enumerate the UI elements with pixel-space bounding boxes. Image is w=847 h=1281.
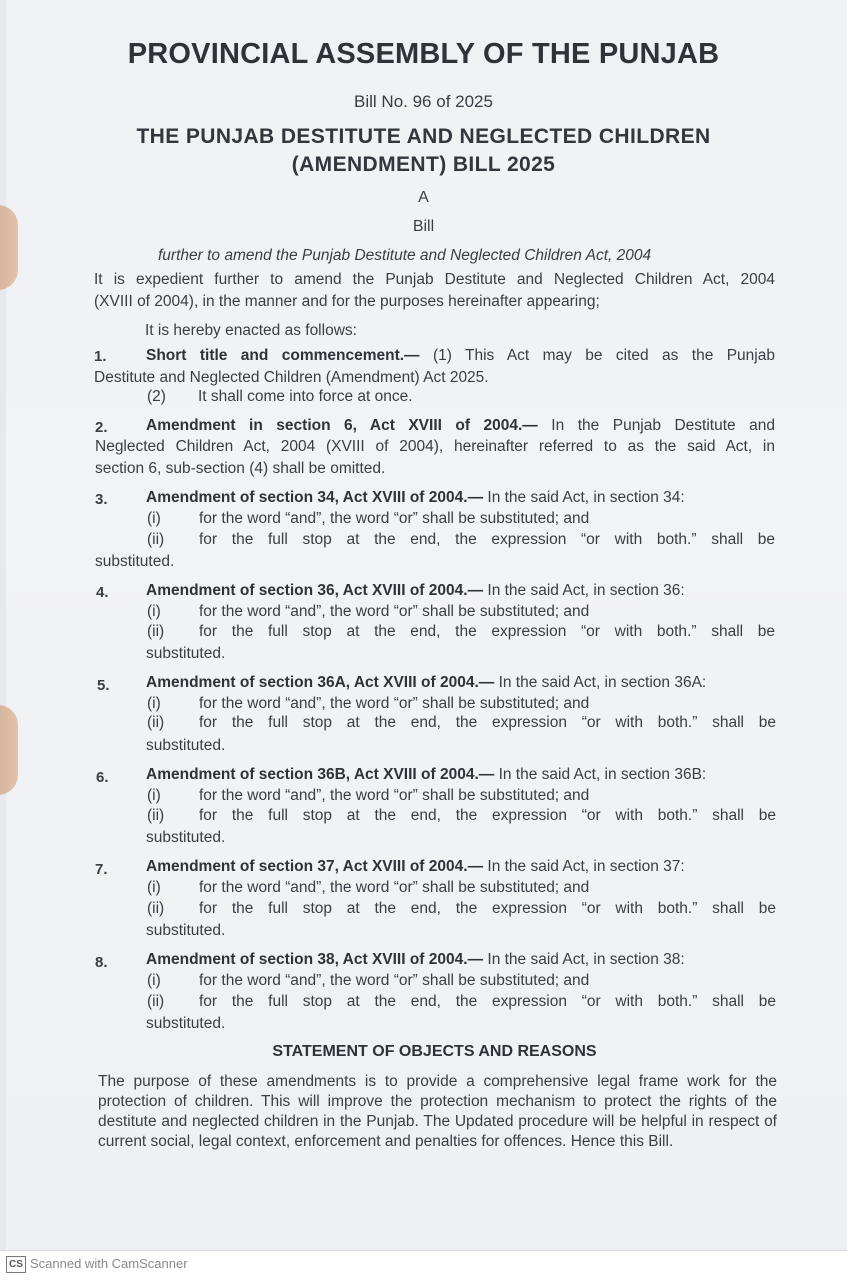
s1-heading: Short title and commencement.— <box>146 347 420 364</box>
s1-sub-num: (2) <box>147 388 166 405</box>
s5-tail: substituted. <box>146 737 226 754</box>
s8-tail: substituted. <box>146 1015 226 1032</box>
s2-line2: Neglected Children Act, 2004 (XVIII of 2004), hereinafter referred to as the said Act, in <box>95 438 775 455</box>
further-line: further to amend the Punjab Destitute and Neglected Children Act, 2004 <box>158 247 652 264</box>
s1-sub-text: It shall come into force at once. <box>198 388 413 405</box>
s3-ii-text: for the full stop at the end, the expression “or with both.” shall be <box>199 531 775 548</box>
s7-ii-num: (ii) <box>147 900 165 917</box>
finger-left-bottom <box>0 705 18 795</box>
s5-number: 5. <box>97 677 110 694</box>
s4-i-text: for the word “and”, the word “or” shall be substituted; and <box>199 603 590 620</box>
preamble-line2: (XVIII of 2004), in the manner and for the purposes hereinafter appearing; <box>94 293 600 310</box>
s2-line1 <box>146 417 775 435</box>
s5-heading: Amendment of section 36A, Act XVIII of 2004.— <box>146 674 495 691</box>
s1-text-a: (1) This Act may be cited as the Punjab <box>432 347 775 364</box>
statement-heading: STATEMENT OF OBJECTS AND REASONS <box>272 1043 597 1060</box>
s7-i-num: (i) <box>147 879 161 896</box>
s7-heading: Amendment of section 37, Act XVIII of 2004.— <box>146 858 484 875</box>
s4-ii-text: for the full stop at the end, the expression “or with both.” shall be <box>199 623 775 640</box>
s3-ii-num: (ii) <box>147 531 165 548</box>
s8-text: In the said Act, in section 38: <box>487 951 685 968</box>
s3-number: 3. <box>95 491 108 508</box>
s8-ii-text: for the full stop at the end, the expression “or with both.” shall be <box>199 993 776 1010</box>
label-a: A <box>418 189 429 206</box>
bill-title-line1: THE PUNJAB DESTITUTE AND NEGLECTED CHILDREN <box>136 125 711 148</box>
camscanner-text: Scanned with CamScanner <box>30 1256 188 1271</box>
s6-heading: Amendment of section 36B, Act XVIII of 2004.— <box>146 766 495 783</box>
s4-text: In the said Act, in section 36: <box>487 582 685 599</box>
s2-heading: Amendment in section 6, Act XVIII of 2004.— <box>146 417 538 434</box>
s8-heading: Amendment of section 38, Act XVIII of 2004.— <box>146 951 484 968</box>
s5-ii-num: (ii) <box>147 714 165 731</box>
s1-line1 <box>146 347 775 365</box>
s7-line1 <box>146 858 685 876</box>
s4-ii-num: (ii) <box>147 623 165 640</box>
s3-line1 <box>146 489 685 507</box>
s8-number: 8. <box>95 954 108 971</box>
s6-tail: substituted. <box>146 829 226 846</box>
preamble-line1: It is expedient further to amend the Punjab Destitute and Neglected Children Act, 2004 <box>94 271 775 288</box>
s6-i-text: for the word “and”, the word “or” shall be substituted; and <box>199 787 590 804</box>
assembly-title: PROVINCIAL ASSEMBLY OF THE PUNJAB <box>127 38 720 70</box>
s4-line1 <box>146 582 685 600</box>
enacted-line: It is hereby enacted as follows: <box>145 322 357 339</box>
s6-line1 <box>146 766 706 784</box>
label-bill: Bill <box>412 218 435 235</box>
s6-ii-num: (ii) <box>147 807 165 824</box>
s6-text: In the said Act, in section 36B: <box>498 766 707 783</box>
statement-text: The purpose of these amendments is to provide a comprehensive legal frame work for the protection of children. This will improve the protection mechanism to protect the rights of the destitute and neglected children in the Punjab. The Updated procedure will be helpful in respect of current social, legal context, enforcement and penalties for offences. Hence this Bill. <box>98 1073 777 1150</box>
camscanner-logo-icon: CS <box>6 1256 26 1273</box>
s2-number: 2. <box>95 419 108 436</box>
s7-ii-text: for the full stop at the end, the expression “or with both.” shall be <box>199 900 776 917</box>
s8-i-text: for the word “and”, the word “or” shall be substituted; and <box>199 972 590 989</box>
s6-ii-text: for the full stop at the end, the expression “or with both.” shall be <box>199 807 776 824</box>
s1-number: 1. <box>94 348 107 365</box>
s8-line1 <box>146 951 685 969</box>
s6-i-num: (i) <box>147 787 161 804</box>
s4-number: 4. <box>96 584 109 601</box>
s8-i-num: (i) <box>147 972 161 989</box>
s7-i-text: for the word “and”, the word “or” shall be substituted; and <box>199 879 590 896</box>
s6-number: 6. <box>96 769 109 786</box>
s3-heading: Amendment of section 34, Act XVIII of 2004.— <box>146 489 484 506</box>
s5-line1 <box>146 674 706 692</box>
bill-number: Bill No. 96 of 2025 <box>354 92 493 111</box>
s5-text: In the said Act, in section 36A: <box>498 674 707 691</box>
s5-i-num: (i) <box>147 695 161 712</box>
s4-tail: substituted. <box>146 645 226 662</box>
s7-text: In the said Act, in section 37: <box>487 858 685 875</box>
s3-text: In the said Act, in section 34: <box>487 489 685 506</box>
s4-heading: Amendment of section 36, Act XVIII of 2004.— <box>146 582 484 599</box>
s7-tail: substituted. <box>146 922 226 939</box>
s2-text-a: In the Punjab Destitute and <box>551 417 775 434</box>
s5-ii-text: for the full stop at the end, the expression “or with both.” shall be <box>199 714 776 731</box>
s3-i-num: (i) <box>147 510 161 527</box>
s2-line3: section 6, sub-section (4) shall be omitted. <box>95 460 386 477</box>
s3-i-text: for the word “and”, the word “or” shall be substituted; and <box>199 510 590 527</box>
s7-number: 7. <box>95 861 108 878</box>
s1-line2: Destitute and Neglected Children (Amendment) Act 2025. <box>94 369 489 386</box>
s4-i-num: (i) <box>147 603 161 620</box>
s3-tail: substituted. <box>95 553 175 570</box>
s5-i-text: for the word “and”, the word “or” shall be substituted; and <box>199 695 590 712</box>
bill-title-line2: (AMENDMENT) BILL 2025 <box>291 153 556 176</box>
s8-ii-num: (ii) <box>147 993 165 1010</box>
